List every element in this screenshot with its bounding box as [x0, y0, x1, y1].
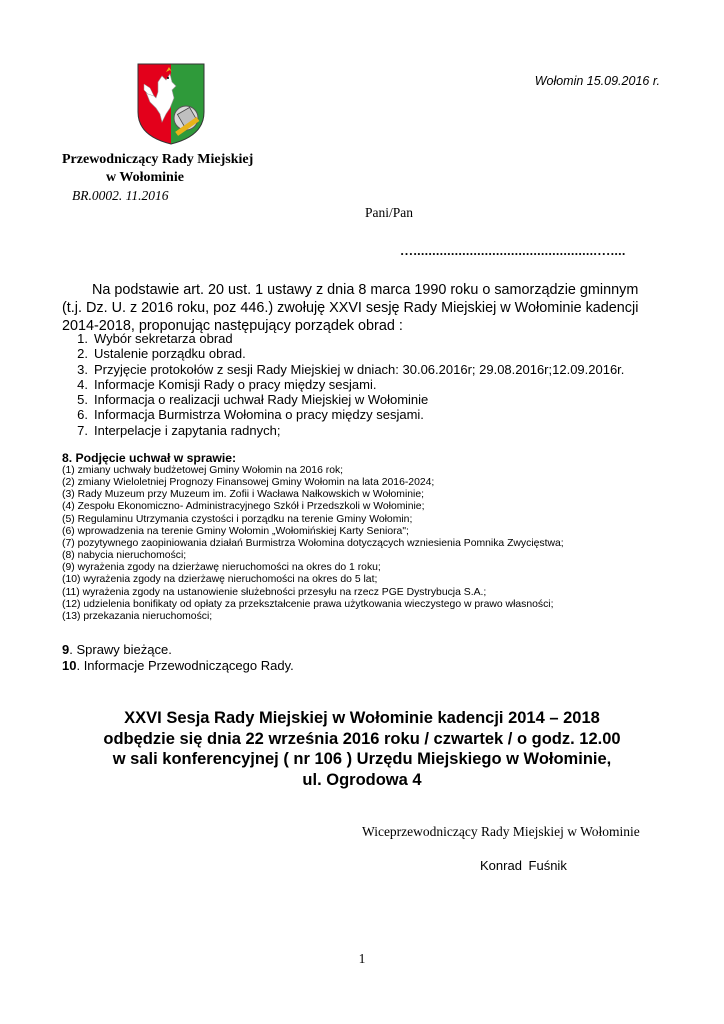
agenda-item-number: 5. [77, 392, 88, 408]
intro-paragraph [62, 281, 662, 335]
agenda-item-text: Interpelacje i zapytania radnych; [94, 422, 281, 438]
agenda-item [62, 346, 682, 361]
resolution-item: (7) pozytywnego zaopiniowania działań Burmistrza Wołomina dotyczących wzniesienia Pomnika Zwycięstwa; [62, 537, 564, 549]
document-date: Wołomin 15.09.2016 r. [534, 74, 660, 88]
session-announcement [62, 708, 662, 790]
resolution-item: (12) udzielenia bonifikaty od opłaty za przekształcenie prawa użytkowania wieczystego w prawo własności; [62, 598, 554, 610]
agenda-item-text: Ustalenie porządku obrad. [94, 346, 246, 362]
sender-title: Przewodniczący Rady Miejskiej [62, 152, 254, 167]
agenda-item-text: Wybór sekretarza obrad [94, 331, 233, 346]
intro-line: 2014-2018, proponując następujący porządek obrad : [62, 318, 403, 334]
agenda-item [62, 377, 682, 392]
closing-item [62, 658, 294, 674]
reference-number: BR.0002. 11.2016 [72, 188, 169, 203]
agenda-item-number: 6. [77, 407, 88, 423]
agenda-item-number: 4. [77, 376, 88, 392]
signatory-name: Konrad Fuśnik [480, 858, 567, 873]
resolution-item: (8) nabycia nieruchomości; [62, 550, 187, 562]
agenda-item [62, 392, 682, 407]
resolution-item: (5) Regulaminu Utrzymania czystości i porządku na terenie Gminy Wołomin; [62, 513, 413, 525]
agenda-item-text: Przyjęcie protokołów z sesji Rady Miejskiej w dniach: 30.06.2016r; 29.08.2016r;12.09.2016r. [94, 361, 625, 377]
closing-item-text: . Sprawy bieżące. [69, 642, 172, 657]
closing-item-number: 9 [62, 642, 70, 657]
resolution-item: (9) wyrażenia zgody na dzierżawę nieruchomości na okres do 1 roku; [62, 562, 381, 574]
addressee-placeholder: ….................................................….... [400, 243, 626, 258]
agenda-item-text: Informacje Komisji Rady o pracy między sesjami. [94, 376, 377, 392]
resolution-item: (4) Zespołu Ekonomiczno- Administracyjnego Szkół i Przedszkoli w Wołominie; [62, 501, 425, 513]
agenda-item-number: 3. [77, 361, 88, 377]
agenda-item-number: 2. [77, 346, 88, 362]
signatory-title: Wiceprzewodniczący Rady Miejskiej w Wołominie [362, 824, 640, 839]
resolution-item: (13) przekazania nieruchomości; [62, 610, 213, 622]
intro-line: (t.j. Dz. U. z 2016 roku, poz 446.) zwołuję XXVI sesję Rady Miejskiej w Wołominie kadencji [62, 300, 639, 316]
resolution-item: (11) wyrażenia zgody na ustanowienie służebności przesyłu na rzecz PGE Dystrybucja S.A.; [62, 586, 487, 598]
agenda-item-number: 1. [77, 331, 88, 346]
resolution-item: (3) Rady Muzeum przy Muzeum im. Zofii i Wacława Nałkowskich w Wołominie; [62, 489, 425, 501]
resolution-item: (6) wprowadzenia na terenie Gminy Wołomin „Wołomińskiej Karty Seniora"; [62, 525, 409, 537]
session-line: ul. Ogrodowa 4 [302, 770, 422, 789]
resolution-item: (10) wyrażenia zgody na dzierżawę nieruchomości na okres do 5 lat; [62, 574, 378, 586]
agenda-list [62, 331, 682, 438]
agenda-item-text: Informacja o realizacji uchwał Rady Miejskiej w Wołominie [94, 392, 429, 408]
resolution-item: (2) zmiany Wieloletniej Prognozy Finansowej Gminy Wołomin na lata 2016-2024; [62, 477, 435, 489]
resolution-item: (1) zmiany uchwały budżetowej Gminy Wołomin na 2016 rok; [62, 465, 344, 476]
resolutions-section [62, 451, 682, 623]
sender-block [62, 151, 264, 187]
agenda-item [62, 407, 682, 422]
closing-agenda-items [62, 642, 294, 674]
session-line: w sali konferencyjnej ( nr 106 ) Urzędu Miejskiego w Wołominie, [112, 750, 612, 768]
session-line: odbędzie się dnia 22 września 2016 roku / czwartek / o godz. 12.00 [103, 729, 621, 748]
coat-of-arms-icon [136, 62, 206, 146]
agenda-item [62, 362, 682, 377]
agenda-item [62, 423, 682, 438]
closing-item-number: 10 [62, 658, 77, 673]
page-number: 1 [358, 951, 366, 966]
agenda-item [62, 331, 682, 346]
session-line: XXVI Sesja Rady Miejskiej w Wołominie kadencji 2014 – 2018 [124, 709, 600, 727]
closing-item-text: . Informacje Przewodniczącego Rady. [76, 658, 294, 673]
salutation: Pani/Pan [365, 205, 414, 220]
intro-line: Na podstawie art. 20 ust. 1 ustawy z dnia 8 marca 1990 roku o samorządzie gminnym [92, 282, 639, 298]
coat-of-arms-logo [136, 62, 206, 146]
agenda-item-text: Informacja Burmistrza Wołomina o pracy między sesjami. [94, 407, 424, 423]
resolutions-heading: 8. Podjęcie uchwał w sprawie: [62, 451, 237, 465]
closing-item [62, 642, 294, 658]
agenda-item-number: 7. [77, 422, 88, 438]
sender-location: w Wołominie [106, 170, 184, 185]
